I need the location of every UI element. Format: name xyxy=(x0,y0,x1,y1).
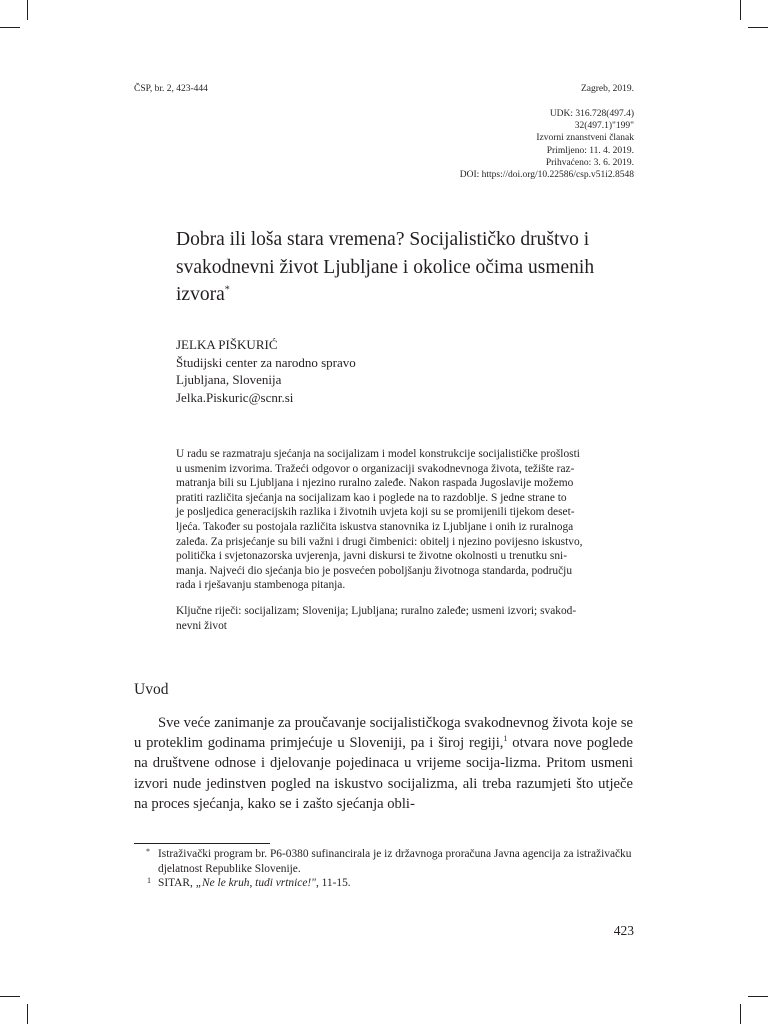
place-year: Zagreb, 2019. xyxy=(580,84,634,94)
crop-mark xyxy=(740,1004,741,1024)
footnote-text: SITAR, xyxy=(158,877,196,890)
crop-mark xyxy=(27,1004,28,1024)
footnote-divider xyxy=(134,843,270,844)
journal-reference: ČSP, br. 2, 423-444 xyxy=(134,84,208,94)
footnote xyxy=(134,847,633,876)
author-name: JELKA PIŠKURIĆ xyxy=(176,337,278,352)
footnote-mark: 1 xyxy=(147,876,151,886)
abstract-line: je posljedica generacijskih razlika i životnih uvjeta koji su se promijenili tijekom deset- xyxy=(176,506,575,519)
footnote-mark: * xyxy=(146,847,150,856)
article-title xyxy=(176,226,646,309)
received-date: Primljeno: 11. 4. 2019. xyxy=(546,145,634,156)
title-line: svakodnevni život Ljubljane i okolice očima usmenih xyxy=(176,256,595,278)
title-line xyxy=(176,281,646,309)
abstract-line: u usmenim izvorima. Tražeći odgovor o organizaciji svakodnevnoga života, težište raz- xyxy=(176,462,575,475)
crop-mark xyxy=(748,27,768,28)
footnote-reference[interactable]: 1 xyxy=(503,734,508,744)
udk-secondary: 32(497.1)"199" xyxy=(574,121,634,132)
udk: UDK: 316.728(497.4) xyxy=(549,109,634,119)
abstract-line: ljeća. Također su postojala različita iskustva stanovnika iz Ljubljane i onih iz ruralnoga xyxy=(176,520,574,533)
crop-mark xyxy=(0,27,20,28)
crop-mark xyxy=(27,0,28,20)
crop-mark xyxy=(0,996,20,997)
footnote xyxy=(134,876,633,891)
footnote-text: Istraživački program br. P6-0380 sufinancirala je iz državnoga proračuna Javna agencija za istraživačku djelatnost Republike Slovenije. xyxy=(158,848,632,875)
section-heading: Uvod xyxy=(134,681,169,698)
footnotes xyxy=(134,847,633,891)
title-footnote-mark[interactable]: * xyxy=(224,284,230,296)
article-metadata xyxy=(460,108,634,181)
abstract-line: manja. Najveći dio sjećanja bio je posvećen poboljšanju životnoga standarda, području xyxy=(176,564,573,577)
author-block xyxy=(176,336,356,406)
abstract-line: pratiti različita sjećanja na socijalizam kao i poglede na to razdoblje. S jedne strane to xyxy=(176,491,567,504)
article-type: Izvorni znanstveni članak xyxy=(536,133,634,144)
keywords-line: nevni život xyxy=(176,619,227,632)
body-paragraph xyxy=(134,713,633,814)
body-text-part: Sve veće zanimanje za proučavanje socijalističkoga svakodnevnog života koje se u proteklim godinama primjećuje u Sloveniji, pa i široj regiji, xyxy=(134,715,633,752)
body-text-part: otvara nove poglede na društvene odnose i djelovanje pojedinaca u vrijeme socija-lizma. Pritom usmeni izvori nude jedinstven pogled na iskustvo socijalizma, ali treba razumjeti što utječe na proces sjećanja, kako se i zašto sjećanja obli- xyxy=(134,735,633,812)
keywords-line: Ključne riječi: socijalizam; Slovenija; Ljubljana; ruralno zaleđe; usmeni izvori; svakod- xyxy=(176,605,577,617)
author-institution: Študijski center za narodno spravo xyxy=(176,354,356,370)
abstract-line: zaleđa. Za prisjećanje su bili važni i drugi čimbenici: obitelj i njezino povijesno iskustvo, xyxy=(176,535,583,548)
accepted-date: Prihvaćeno: 3. 6. 2019. xyxy=(545,157,634,168)
abstract-line: U radu se razmatraju sjećanja na socijalizam i model konstrukcije socijalističke prošlosti xyxy=(176,448,580,460)
crop-mark xyxy=(748,996,768,997)
crop-mark xyxy=(740,0,741,20)
abstract-line: matranja bili su Ljubljana i njezino ruralno zaleđe. Nakon raspada Jugoslavije možemo xyxy=(176,477,574,490)
abstract-line: rada i rješavanju stambenoga pitanja. xyxy=(176,579,346,592)
title-text: izvora xyxy=(176,284,225,305)
author-city: Ljubljana, Slovenija xyxy=(176,372,282,387)
page-number: 423 xyxy=(613,923,634,938)
abstract xyxy=(176,447,633,593)
footnote-pages: , 11-15. xyxy=(315,877,351,890)
author-email[interactable]: Jelka.Piskuric@scnr.si xyxy=(176,389,294,405)
abstract-line: politička i svjetonazorska uvjerenja, javni diskursi te životne okolnosti u trenutku sni- xyxy=(176,550,567,563)
title-line: Dobra ili loša stara vremena? Socijalističko društvo i xyxy=(176,229,590,250)
doi-link[interactable]: DOI: https://doi.org/10.22586/csp.v51i2.8548 xyxy=(459,170,634,181)
footnote-cited-title: „Ne le kruh, tudi vrtnice!" xyxy=(195,877,316,890)
keywords xyxy=(176,604,633,633)
